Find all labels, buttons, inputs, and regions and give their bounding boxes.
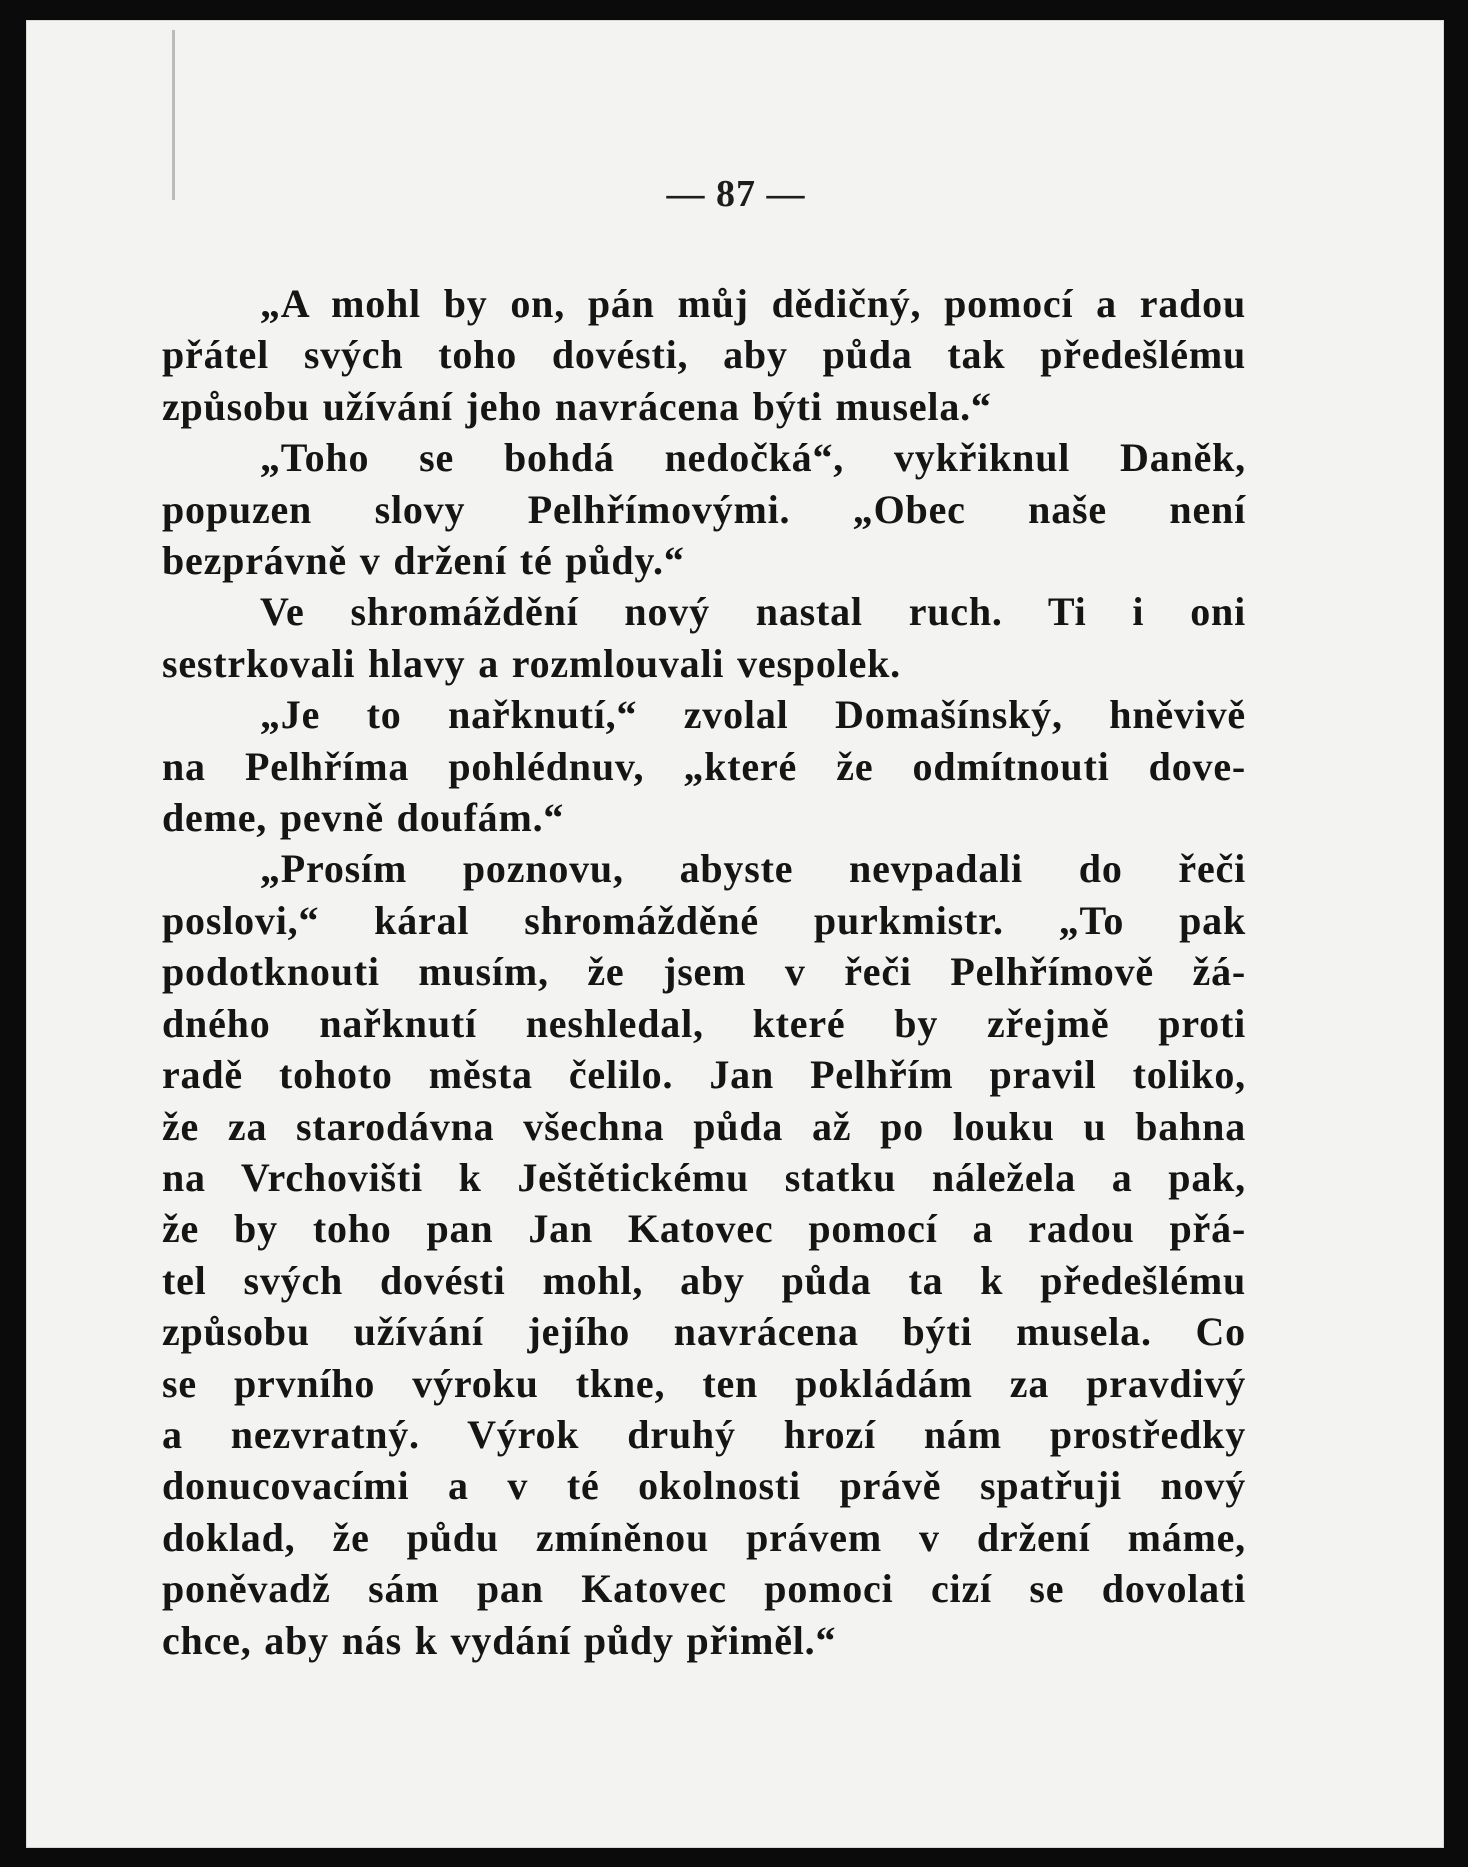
text-line: dného nařknutí neshledal, které by zřejmě proti bbox=[162, 1000, 1246, 1046]
text-line: se prvního výroku tkne, ten pokládám za pravdivý bbox=[162, 1360, 1246, 1406]
text-line: bezprávně v držení té půdy.“ bbox=[162, 538, 685, 584]
scan-edge-mark bbox=[172, 30, 175, 200]
text-line: na Vrchovišti k Ještětickému statku náležela a pak, bbox=[162, 1154, 1246, 1200]
text-line: způsobu užívání jejího navrácena býti musela. Co bbox=[162, 1309, 1246, 1355]
text-line: na Pelhříma pohlédnuv, „které že odmítnouti dove- bbox=[162, 743, 1246, 789]
text-line: přátel svých toho dovésti, aby půda tak předešlému bbox=[162, 332, 1246, 378]
text-line: „Je to nařknutí,“ zvolal Domašínský, hněvivě bbox=[260, 692, 1246, 738]
text-line: sestrkovali hlavy a rozmlouvali vespolek. bbox=[162, 640, 901, 686]
text-line: že by toho pan Jan Katovec pomocí a radou přá- bbox=[162, 1206, 1246, 1252]
text-line: a nezvratný. Výrok druhý hrozí nám prostředky bbox=[162, 1411, 1246, 1457]
text-line: Ve shromáždění nový nastal ruch. Ti i oni bbox=[260, 589, 1246, 635]
text-line: „Toho se bohdá nedočká“, vykřiknul Daněk, bbox=[260, 435, 1246, 481]
text-line: podotknouti musím, že jsem v řeči Pelhřímově žá- bbox=[162, 949, 1246, 995]
page-number: — 87 — bbox=[666, 173, 806, 215]
text-line: chce, aby nás k vydání půdy přiměl.“ bbox=[162, 1617, 837, 1663]
text-line: doklad, že půdu zmíněnou právem v držení máme, bbox=[162, 1514, 1246, 1560]
body-text bbox=[162, 278, 1246, 1666]
text-line: způsobu užívání jeho navrácena býti musela.“ bbox=[162, 383, 992, 429]
text-line: poněvadž sám pan Katovec pomoci cizí se dovolati bbox=[162, 1566, 1246, 1612]
text-line: poslovi,“ káral shromážděné purkmistr. „To pak bbox=[162, 897, 1246, 943]
text-line: „Prosím poznovu, abyste nevpadali do řeči bbox=[260, 846, 1246, 892]
scanned-page bbox=[26, 20, 1444, 1848]
text-line: popuzen slovy Pelhřímovými. „Obec naše není bbox=[162, 486, 1246, 532]
text-line: že za starodávna všechna půda až po louku u bahna bbox=[162, 1103, 1246, 1149]
text-line: „A mohl by on, pán můj dědičný, pomocí a radou bbox=[260, 281, 1246, 326]
text-line: donucovacími a v té okolnosti právě spatřuji nový bbox=[162, 1463, 1246, 1509]
text-line: radě tohoto města čelilo. Jan Pelhřím pravil toliko, bbox=[162, 1052, 1246, 1098]
text-line: tel svých dovésti mohl, aby půda ta k předešlému bbox=[162, 1257, 1246, 1303]
text-line: deme, pevně doufám.“ bbox=[162, 795, 565, 841]
